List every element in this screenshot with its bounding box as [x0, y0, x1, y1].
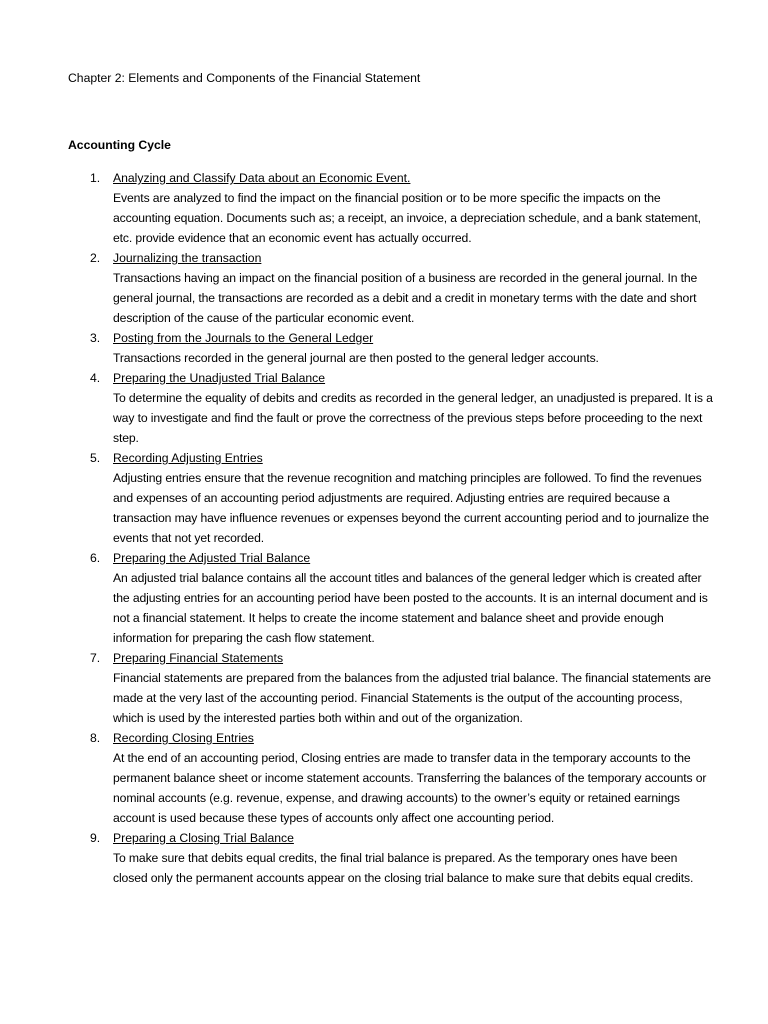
list-item-step-1: [0, 168, 768, 248]
step-title: Posting from the Journals to the General Ledger: [113, 331, 374, 345]
list-item-step-5: [0, 448, 768, 548]
step-number: 9.: [90, 831, 101, 845]
step-number: 5.: [90, 451, 101, 465]
list-item-step-4: [0, 368, 768, 448]
step-title: Preparing a Closing Trial Balance: [113, 831, 294, 845]
step-title: Recording Adjusting Entries: [113, 451, 263, 465]
list-item-step-7: [0, 648, 768, 728]
step-title: Journalizing the transaction: [113, 251, 262, 265]
step-description: To determine the equality of debits and credits as recorded in the general ledger, an unadjusted is prepared. It is a way to investigate and find the fault or prove the correctness of the previous steps before proceeding to the next step.: [113, 391, 713, 445]
step-title: Preparing the Unadjusted Trial Balance: [113, 371, 326, 385]
step-number: 7.: [90, 651, 101, 665]
step-description: An adjusted trial balance contains all the account titles and balances of the general ledger which is created after the adjusting entries for an accounting period have been posted to the accounts. It is an internal document and is not a financial statement. It helps to create the income statement and balance sheet and provide enough information for preparing the cash flow statement.: [113, 571, 708, 645]
step-description: At the end of an accounting period, Closing entries are made to transfer data in the temporary accounts to the permanent balance sheet or income statement accounts. Transferring the balances of the temporary accounts or nominal accounts (e.g. revenue, expense, and drawing accounts) to the owner’s equity or retained earnings account is used because these types of accounts only affect one accounting period.: [113, 751, 707, 825]
list-item-step-9: [0, 828, 768, 888]
step-number: 3.: [90, 331, 101, 345]
step-description: Transactions recorded in the general journal are then posted to the general ledger accounts.: [113, 351, 599, 365]
list-item-step-8: [0, 728, 768, 828]
section-heading: Accounting Cycle: [68, 138, 171, 152]
accounting-cycle-list: [0, 168, 768, 888]
step-title: Preparing the Adjusted Trial Balance: [113, 551, 311, 565]
chapter-title: Chapter 2: Elements and Components of the Financial Statement: [68, 71, 421, 85]
step-description: Adjusting entries ensure that the revenue recognition and matching principles are followed. To find the revenues and expenses of an accounting period adjustments are required. Adjusting entries are required because a transaction may have influence revenues or expenses beyond the current accounting period and to journalize the events that not yet recorded.: [113, 471, 709, 545]
step-title: Analyzing and Classify Data about an Economic Event.: [113, 171, 411, 185]
step-description: Financial statements are prepared from the balances from the adjusted trial balance. The financial statements are made at the very last of the accounting period. Financial Statements is the output of the accounting process, which is used by the interested parties both within and out of the organization.: [113, 671, 711, 725]
step-description: Events are analyzed to find the impact on the financial position or to be more specific the impacts on the accounting equation. Documents such as; a receipt, an invoice, a depreciation schedule, and a bank statement, etc. provide evidence that an economic event has actually occurred.: [113, 191, 701, 245]
step-title: Recording Closing Entries: [113, 731, 254, 745]
step-number: 6.: [90, 551, 101, 565]
step-number: 4.: [90, 371, 101, 385]
list-item-step-6: [0, 548, 768, 648]
step-number: 1.: [90, 171, 101, 185]
step-number: 2.: [90, 251, 101, 265]
step-description: To make sure that debits equal credits, the final trial balance is prepared. As the temporary ones have been closed only the permanent accounts appear on the closing trial balance to make sure that debits equal credits.: [113, 851, 694, 885]
step-title: Preparing Financial Statements: [113, 651, 284, 665]
list-item-step-3: [0, 328, 768, 368]
step-number: 8.: [90, 731, 101, 745]
step-description: Transactions having an impact on the financial position of a business are recorded in the general journal. In the general journal, the transactions are recorded as a debit and a credit in monetary terms with the date and short description of the cause of the particular economic event.: [113, 271, 698, 325]
list-item-step-2: [0, 248, 768, 328]
